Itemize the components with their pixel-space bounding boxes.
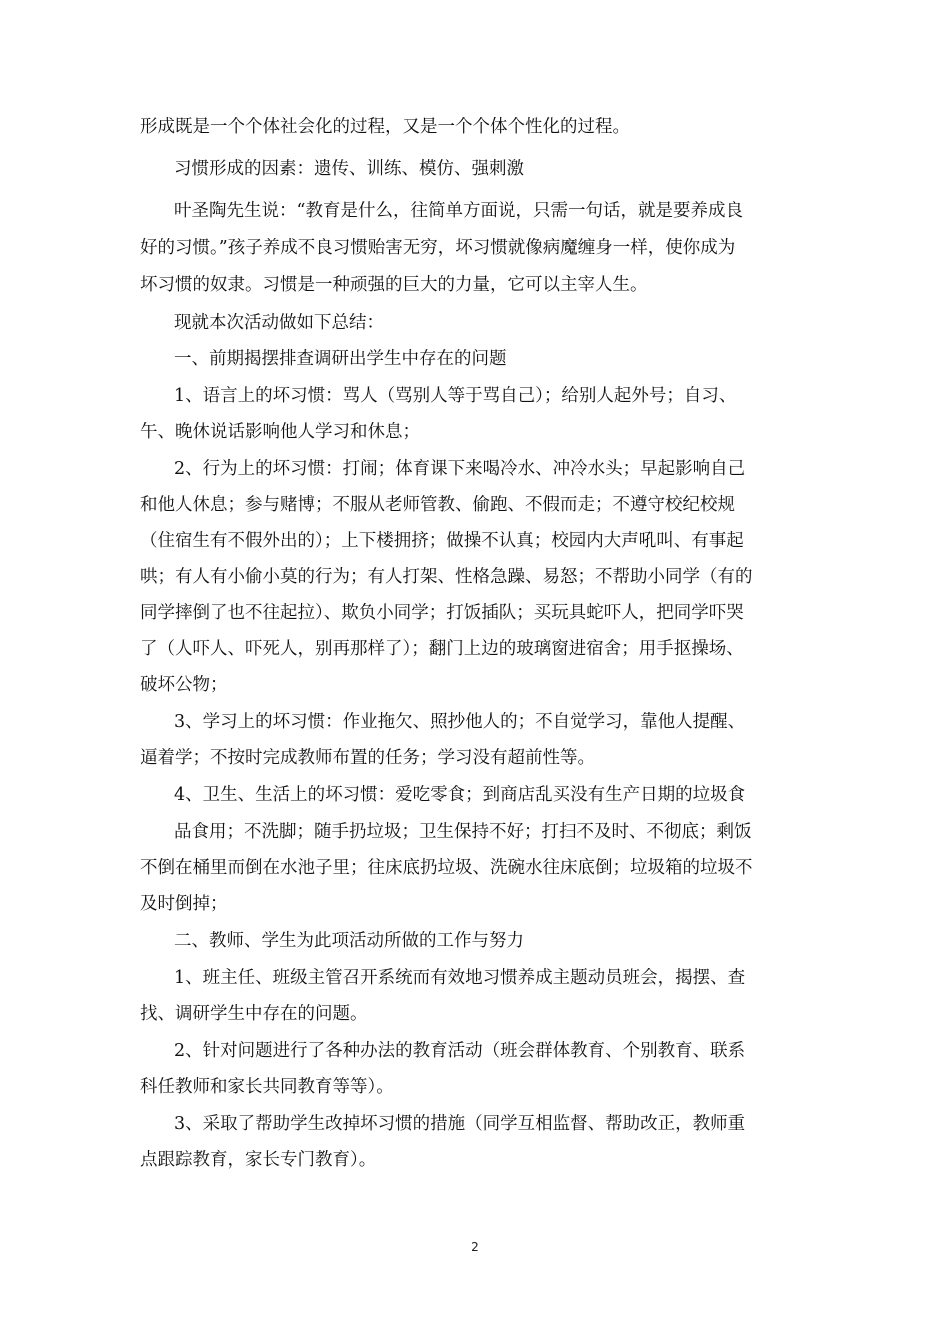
section-heading: 二、教师、学生为此项活动所做的工作与努力	[174, 931, 524, 951]
text-line: 了（人吓人、吓死人，别再那样了）；翻门上边的玻璃窗进宿舍；用手抠操场、	[140, 639, 744, 659]
text-line: 科任教师和家长共同教育等等）。	[140, 1077, 394, 1097]
text-line: 4、卫生、生活上的坏习惯：爱吃零食；到商店乱买没有生产日期的垃圾食	[174, 785, 746, 805]
text-line: 叶圣陶先生说：“教育是什么，往简单方面说，只需一句话，就是要养成良	[174, 201, 743, 221]
text-line: 坏习惯的奴隶。习惯是一种顽强的巨大的力量，它可以主宰人生。	[140, 275, 648, 295]
page-number: 2	[471, 1240, 479, 1254]
text-line: 午、晚休说话影响他人学习和休息；	[140, 422, 420, 442]
text-line: 现就本次活动做如下总结：	[174, 313, 384, 333]
text-line: 3、学习上的坏习惯：作业拖欠、照抄他人的；不自觉学习，靠他人提醒、	[174, 712, 746, 732]
text-line: 找、调研学生中存在的问题。	[140, 1004, 368, 1024]
text-line: 哄；有人有小偷小莫的行为；有人打架、性格急躁、易怒；不帮助小同学（有的	[140, 567, 753, 587]
text-line: 逼着学；不按时完成教师布置的任务；学习没有超前性等。	[140, 748, 595, 768]
text-line: 3、采取了帮助学生改掉坏习惯的措施（同学互相监督、帮助改正，教师重	[174, 1114, 746, 1134]
text-line: 2、行为上的坏习惯：打闹；体育课下来喝冷水、冲冷水头；早起影响自己	[174, 459, 746, 479]
text-line: 习惯形成的因素：遗传、训练、模仿、强刺激	[174, 159, 524, 179]
text-line: 不倒在桶里而倒在水池子里；往床底扔垃圾、洗碗水往床底倒；垃圾箱的垃圾不	[140, 858, 753, 878]
text-line: 2、针对问题进行了各种办法的教育活动（班会群体教育、个别教育、联系	[174, 1041, 746, 1061]
text-line: 1、班主任、班级主管召开系统而有效地习惯养成主题动员班会，揭摆、查	[174, 968, 746, 988]
text-line: （住宿生有不假外出的）；上下楼拥挤；做操不认真；校园内大声吼叫、有事起	[140, 531, 744, 551]
text-line: 形成既是一个个体社会化的过程，又是一个个体个性化的过程。	[140, 117, 630, 137]
section-heading: 一、前期揭摆排查调研出学生中存在的问题	[174, 349, 507, 369]
text-line: 点跟踪教育，家长专门教育）。	[140, 1150, 377, 1170]
text-line: 和他人休息；参与赌博；不服从老师管教、偷跑、不假而走；不遵守校纪校规	[140, 495, 735, 515]
text-line: 1、语言上的坏习惯：骂人（骂别人等于骂自己）；给别人起外号；自习、	[174, 386, 737, 406]
text-line: 及时倒掉；	[140, 894, 228, 914]
text-line: 品食用；不洗脚；随手扔垃圾；卫生保持不好；打扫不及时、不彻底；剩饭	[174, 822, 752, 842]
text-line: 破坏公物；	[140, 675, 228, 695]
text-line: 好的习惯。”孩子养成不良习惯贻害无穷，坏习惯就像病魔缠身一样，使你成为	[140, 238, 736, 258]
text-line: 同学摔倒了也不往起拉）、欺负小同学；打饭插队；买玩具蛇吓人，把同学吓哭	[140, 603, 744, 623]
